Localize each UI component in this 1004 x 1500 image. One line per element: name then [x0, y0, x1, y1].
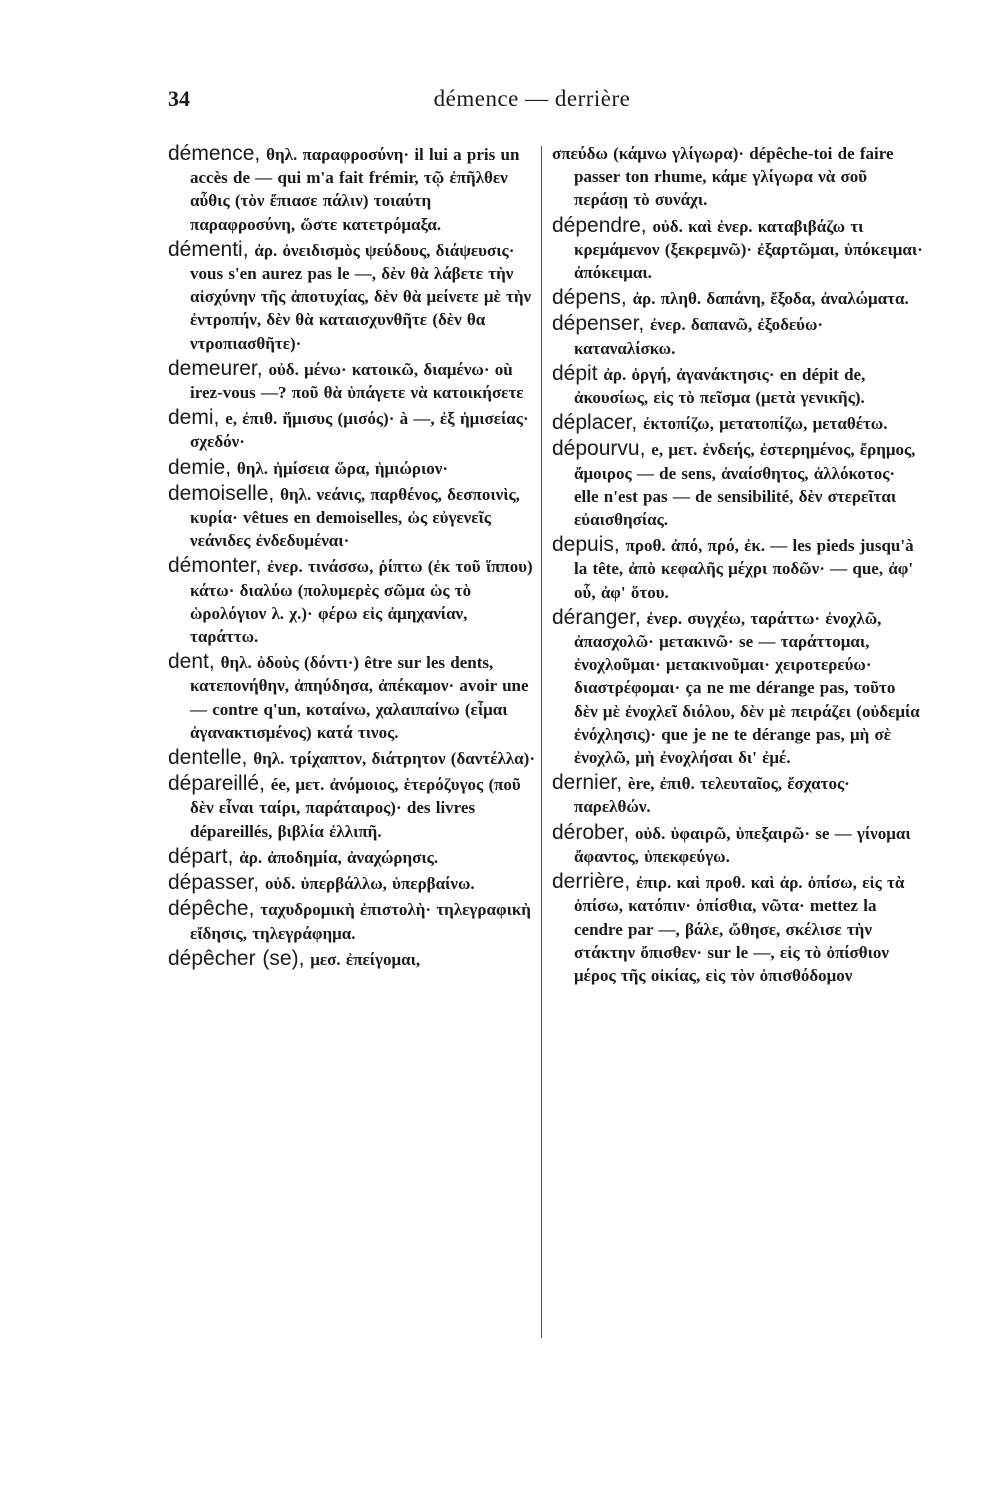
entry-headword: depuis,	[552, 533, 620, 557]
entry-definition: θηλ. τρίχαπτον, διάτρητον (δαντέλλα)·	[253, 749, 535, 769]
left-column	[168, 142, 536, 973]
entry-definition: θηλ. νεάνις, παρθένος, δεσποινὶς, κυρία· vêtues en demoiselles, ὡς εὐγενεῖς νεάνιδες ἐνδεδυμέναι·	[190, 484, 520, 551]
entry-definition: ἐκτοπίζω, μετατοπίζω, μεταθέτω.	[643, 414, 888, 434]
running-head	[0, 86, 1004, 112]
dictionary-entry	[552, 312, 924, 359]
entry-headword: demoiselle,	[168, 481, 275, 505]
column-divider	[541, 146, 542, 1338]
dictionary-entry	[552, 533, 924, 604]
entry-headword: demeurer,	[168, 356, 263, 380]
entry-headword: démence,	[168, 142, 261, 165]
entry-definition: ère, ἐπιθ. τελευταῖος, ἔσχατος· παρελθών.	[574, 774, 850, 817]
dictionary-entry	[168, 482, 536, 553]
dictionary-entry	[168, 238, 536, 355]
dictionary-entry	[168, 746, 536, 770]
entry-headword: dépendre,	[552, 213, 647, 237]
dictionary-entry	[168, 554, 536, 648]
dictionary-entry	[168, 650, 536, 744]
entry-headword: déplacer,	[552, 411, 638, 435]
entry-definition: ἐνερ. δαπανῶ, ἐξοδεύω· καταναλίσκω.	[574, 315, 824, 358]
entry-definition: σπεύδω (κάμνω γλίγωρα)· dépêche-toi de faire passer ton rhume, κάμε γλίγωρα νὰ σοῦ περάσῃ τὸ συνάχι.	[552, 144, 894, 210]
entry-definition: e, μετ. ἐνδεής, ἐστερημένος, ἔρημος, ἄμοιρος — de sens, ἀναίσθητος, ἀλλόκοτος· elle n'est pas — de sensibilité, δὲν στερεῖται εὐαισθησίας.	[574, 440, 916, 530]
entry-headword: derrière,	[552, 870, 631, 894]
entry-definition: οὐδ. μένω· κατοικῶ, διαμένω· où irez-vous —? ποῦ θὰ ὑπάγετε νὰ κατοικήσετε	[190, 359, 524, 403]
dictionary-entry	[168, 897, 536, 944]
entry-headword: dérober,	[552, 820, 630, 844]
entry-definition: ἀρ. πληθ. δαπάνη, ἔξοδα, ἀναλώματα.	[632, 289, 909, 309]
entry-headword: dépens,	[552, 286, 627, 310]
dictionary-entry	[168, 947, 536, 971]
dictionary-entry	[552, 821, 924, 868]
page-number: 34	[168, 86, 190, 111]
dictionary-entry	[552, 771, 924, 818]
dictionary-entry	[552, 214, 924, 285]
right-column	[552, 142, 924, 989]
dictionary-entry	[552, 870, 924, 987]
dictionary-entry	[552, 142, 924, 212]
entry-headword: dépourvu,	[552, 437, 646, 461]
entry-headword: dernier,	[552, 771, 623, 795]
dictionary-entry	[552, 411, 924, 435]
entry-headword: demi,	[168, 406, 220, 430]
entry-headword: dépasser,	[168, 871, 260, 895]
entry-definition: θηλ. ὀδοὺς (δόντι·) être sur les dents, κατεπονήθην, ἀπηύδησα, ἀπέκαμον· avoir une — contre q'un, κοταίνω, χαλαιπαίνω (εἶμαι ἀγανακτισμένος) κατά τινος.	[190, 653, 529, 742]
entry-definition: θηλ. ἡμίσεια ὥρα, ἡμιώριον·	[236, 458, 448, 478]
entry-definition: ἀρ. ἀποδημία, ἀναχώρησις.	[239, 847, 439, 867]
entry-headword: dépareillé,	[168, 772, 265, 796]
entry-definition: ἐπιρ. καὶ προθ. καὶ ἀρ. ὀπίσω, εἰς τὰ ὀπίσω, κατόπιν· ὀπίσθια, νῶτα· mettez la cendre par —, βάλε, ὤθησε, σκέλισε τὴν στάκτην ὄπισθεν· sur le —, εἰς τὸ ὀπίσθιον μέρος τῆς οἰκίας, εἰς τὸν ὀπισθόδομον	[574, 873, 905, 985]
dictionary-entry	[552, 286, 924, 310]
entry-definition: e, ἐπιθ. ἥμισυς (μισός)· à —, ἐξ ἡμισείας· σχεδόν·	[190, 409, 529, 452]
entry-definition: ἐνερ. τινάσσω, ῥίπτω (ἐκ τοῦ ἵππου) κάτω· διαλύω (πολυμερὲς σῶμα ὡς τὸ ὡρολόγιον λ. χ.)· φέρω εἰς ἀμηχανίαν, ταράττω.	[190, 557, 533, 647]
entry-definition: μεσ. ἐπείγομαι,	[310, 949, 421, 969]
dictionary-entry	[168, 357, 536, 404]
entry-headword: départ,	[168, 844, 234, 868]
entry-definition: ἀρ. ὀνειδισμὸς ψεύδους, διάψευσις· vous s'en aurez pas le —, δὲν θὰ λάβετε τὴν αἰσχύνην τῆς ἀποτυχίας, δὲν θὰ μείνετε μὲ τὴν ἐντροπήν, δὲν θὰ καταισχυνθῆτε (δὲν θα ντροπιασθῆτε)·	[190, 240, 532, 353]
entry-definition: ἀρ. ὀργή, ἀγανάκτησις· en dépit de, ἀκουσίως, εἰς τὸ πεῖσμα (μετὰ γενικῆς).	[574, 364, 866, 408]
entry-definition: οὐδ. ὑπερβάλλω, ὑπερβαίνω.	[264, 874, 475, 894]
dictionary-entry	[168, 772, 536, 843]
entry-definition: προθ. ἀπό, πρό, ἐκ. — les pieds jusqu'à la tête, ἀπὸ κεφαλῆς μέχρι ποδῶν· — que, ἀφ' οὗ, ἀφ' ὅτου.	[574, 536, 914, 602]
entry-definition: θηλ. παραφροσύνη· il lui a pris un accès de — qui m'a fait frémir, τῷ ἐπῆλθεν αὖθις (τὸν ἔπιασε πάλιν) τοιαύτη παραφροσύνη, ὥστε κατετρόμαξα.	[190, 145, 520, 234]
entry-headword: dépit	[552, 361, 598, 385]
entry-headword: dent,	[168, 650, 215, 674]
entry-definition: ταχυδρομικὴ ἐπιστολὴ· τηλεγραφικὴ εἴδησις, τηλεγράφημα.	[190, 900, 531, 943]
dictionary-entry	[168, 406, 536, 453]
dictionary-entry	[168, 871, 536, 895]
entry-headword: dépêche,	[168, 897, 255, 921]
entry-headword: demie,	[168, 455, 232, 479]
entry-headword: démenti,	[168, 237, 249, 261]
entry-headword: démonter,	[168, 554, 262, 578]
entry-definition: οὐδ. καὶ ἐνερ. καταβιβάζω τι κρεμάμενον (ξεκρεμνῶ)· ἐξαρτῶμαι, ὑπόκειμαι· ἀπόκειμαι.	[574, 216, 923, 283]
entry-headword: déranger,	[552, 605, 641, 629]
dictionary-entry	[168, 142, 536, 236]
entry-headword: dépêcher (se),	[168, 946, 305, 970]
entry-headword: dépenser,	[552, 312, 645, 336]
dictionary-entry	[552, 606, 924, 769]
entry-headword: dentelle,	[168, 746, 248, 770]
dictionary-entry	[552, 437, 924, 531]
dictionary-entry	[168, 845, 536, 869]
dictionary-entry	[552, 362, 924, 409]
running-head-text: démence — derrière	[433, 86, 631, 111]
entry-definition: οὐδ. ὑφαιρῶ, ὑπεξαιρῶ· se — γίνομαι ἄφαντος, ὑπεκφεύγω.	[574, 823, 911, 866]
entry-definition: ἐνερ. συγχέω, ταράττω· ἐνοχλῶ, ἀπασχολῶ· μετακινῶ· se — ταράττομαι, ἐνοχλοῦμαι· μετακινοῦμαι· χειροτερεύω· διαστρέφομαι· ça ne me dérange pas, τοῦτο δὲν μὲ ἐνοχλεῖ διόλου, δὲν μὲ πειράζει (οὐδεμία ἐνόχλησις)· que je ne te dérange pas, μὴ σὲ ἐνοχλῶ, μὴ ἐνοχλήσαι δι' ἐμέ.	[574, 608, 920, 768]
entry-definition: ée, μετ. ἀνόμοιος, ἑτερόζυγος (ποῦ δὲν εἶναι ταίρι, παράταιρος)· des livres dépareillés, βιβλία ἐλλιπῆ.	[190, 775, 521, 841]
dictionary-entry	[168, 456, 536, 480]
